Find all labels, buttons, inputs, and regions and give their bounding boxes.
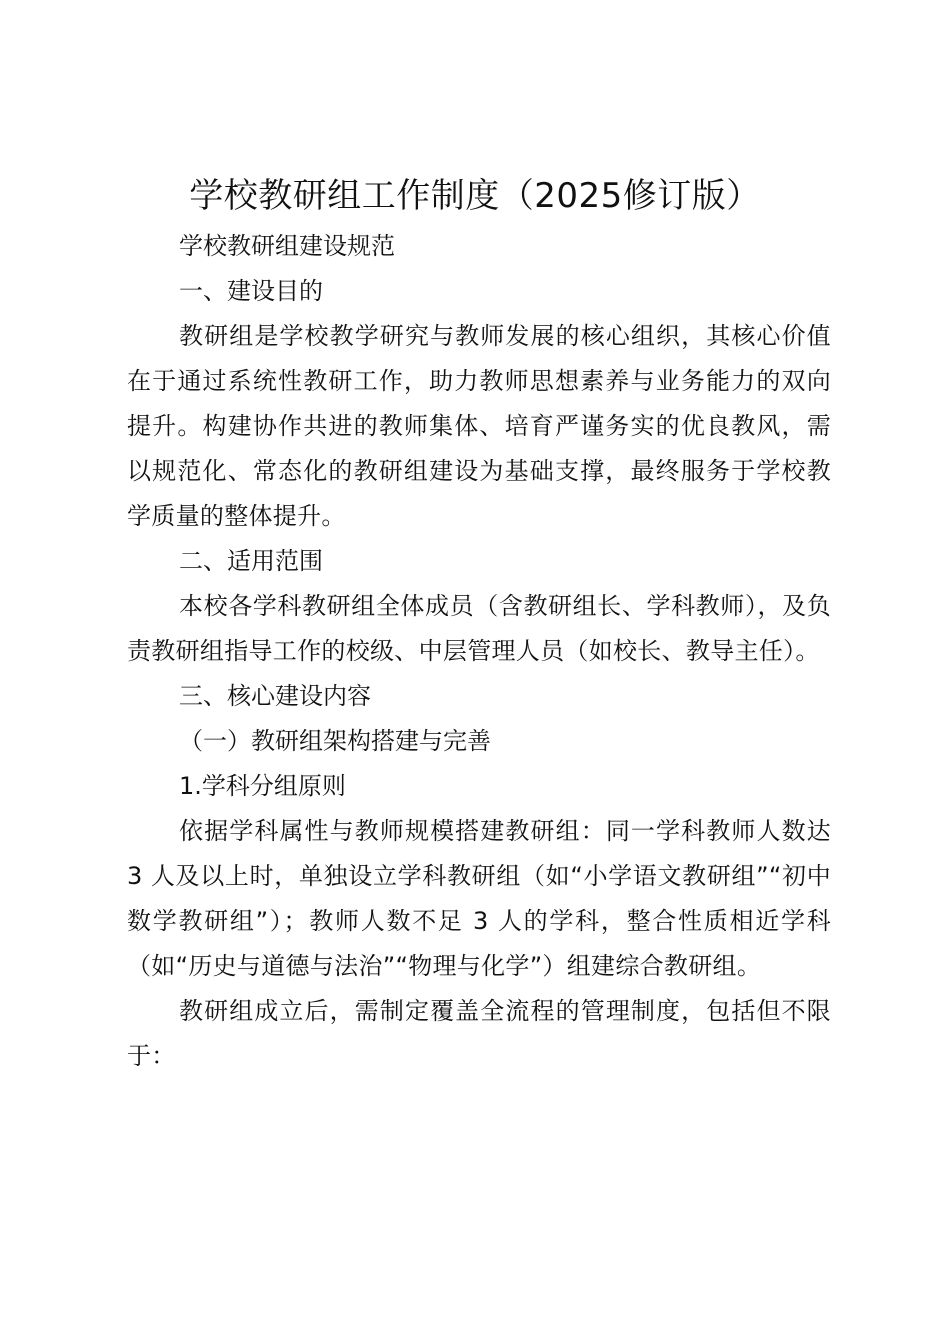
paragraph-purpose: 教研组是学校教学研究与教师发展的核心组织，其核心价值在于通过系统性教研工作，助力教师思想素养与业务能力的双向提升。构建协作共进的教师集体、培育严谨务实的优良教风，需以规范化、常态化的教研组建设为基础支撑，最终服务于学校教学质量的整体提升。 bbox=[127, 322, 831, 530]
heading-core-content: 三、核心建设内容 bbox=[179, 682, 371, 710]
subheading-grouping-principle: 1.学科分组原则 bbox=[179, 772, 346, 800]
heading-scope: 二、适用范围 bbox=[179, 547, 323, 575]
paragraph-scope: 本校各学科教研组全体成员（含教研组长、学科教师），及负责教研组指导工作的校级、中层管理人员（如校长、教导主任）。 bbox=[127, 592, 831, 665]
document-title: 学校教研组工作制度（2025修订版） bbox=[189, 176, 761, 216]
section-subtitle: 学校教研组建设规范 bbox=[179, 232, 395, 260]
heading-purpose: 一、建设目的 bbox=[179, 277, 323, 305]
subheading-structure: （一）教研组架构搭建与完善 bbox=[179, 727, 491, 755]
document-body bbox=[127, 224, 831, 1079]
paragraph-grouping: 依据学科属性与教师规模搭建教研组：同一学科教师人数达 3 人及以上时，单独设立学科教研组（如“小学语文教研组”“初中数学教研组”）；教师人数不足 3 人的学科，整合性质相近学科（如“历史与道德与法治”“物理与化学”）组建综合教研组。 bbox=[127, 817, 831, 980]
paragraph-management: 教研组成立后，需制定覆盖全流程的管理制度，包括但不限于： bbox=[127, 997, 831, 1070]
